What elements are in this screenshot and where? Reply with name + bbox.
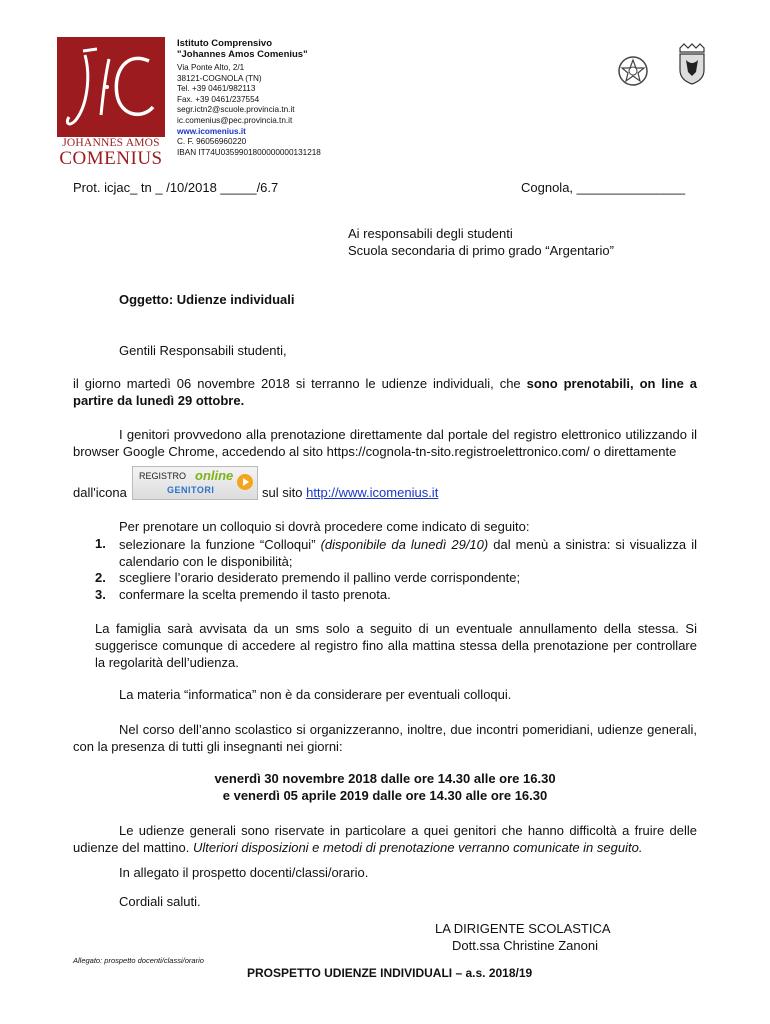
place-date: Cognola, _______________	[521, 180, 686, 195]
icon-suffix	[262, 485, 438, 500]
tax-code: C. F. 96056960220	[177, 137, 247, 147]
badge-text-online: online	[195, 468, 234, 483]
attachment-note: Allegato: prospetto docenti/classi/orario	[73, 956, 204, 965]
iban: IBAN IT74U0359901800000000131218	[177, 147, 321, 157]
paragraph-reserved	[73, 822, 697, 856]
school-header	[177, 38, 321, 158]
paragraph-informatica: La materia “informatica” non è da considerare per eventuali colloqui.	[119, 687, 512, 702]
icon-suffix-text: sul sito	[262, 485, 303, 500]
badge-text-genitori: GENITORI	[167, 485, 215, 495]
address-2: 38121-COGNOLA (TN)	[177, 73, 262, 83]
step-3: confermare la scelta premendo il tasto prenota.	[119, 587, 391, 602]
paragraph-sms: La famiglia sarà avvisata da un sms solo a seguito di un eventuale annullamento della stessa. Si suggerisce comunque di accedere al registro fino alla mattina stessa della prenotazione per controllare la regolarità dell’udienza.	[95, 621, 697, 670]
phone: Tel. +39 0461/982113	[177, 84, 256, 94]
subject-line: Oggetto: Udienze individuali	[119, 292, 295, 307]
recipient-line-2: Scuola secondaria di primo grado “Argentario”	[348, 243, 614, 258]
step-1	[119, 536, 697, 570]
paragraph-general-meetings: Nel corso dell’anno scolastico si organizzeranno, inoltre, due incontri pomeridiani, udienze generali, con la presenza di tutti gli insegnanti nei giorni:	[73, 722, 697, 754]
paragraph-intro	[73, 375, 697, 409]
recipient-line-1: Ai responsabili degli studenti	[348, 226, 513, 241]
step-1-text-b: (disponibile da lunedì 29/10)	[320, 537, 489, 552]
school-site-link[interactable]: http://www.icomenius.it	[306, 485, 439, 500]
fax: Fax. +39 0461/237554	[177, 94, 260, 104]
logo-monogram	[57, 37, 165, 137]
icon-prefix: dall'icona	[73, 485, 127, 500]
step-1-text-a: selezionare la funzione “Colloqui”	[119, 537, 321, 552]
paragraph-intro-text: il giorno martedì 06 novembre 2018 si terranno le udienze individuali, che	[73, 376, 527, 391]
signature-title: LA DIRIGENTE SCOLASTICA	[435, 921, 611, 936]
step-number-1: 1.	[95, 536, 106, 551]
signature-name: Dott.ssa Christine Zanoni	[452, 938, 598, 953]
province-crest-icon	[676, 42, 708, 86]
step-2: scegliere l’orario desiderato premendo il pallino verde corrispondente;	[119, 570, 521, 585]
meeting-date-2: e venerdì 05 aprile 2019 dalle ore 14.30 alle ore 16.30	[222, 788, 548, 803]
closing: Cordiali saluti.	[119, 894, 201, 909]
badge-text-registro: REGISTRO	[139, 471, 187, 481]
footer-title: PROSPETTO UDIENZE INDIVIDUALI – a.s. 2018/19	[247, 966, 533, 980]
paragraph-reserved-text: Le udienze generali sono riservate in particolare a quei genitori che hanno difficoltà a fruire delle udienze del mattino.	[73, 823, 697, 855]
address-1: Via Ponte Alto, 2/1	[177, 63, 245, 72]
step-number-3: 3.	[95, 587, 106, 602]
paragraph-attachment: In allegato il prospetto docenti/classi/orario.	[119, 865, 369, 880]
meeting-date-1: venerdì 30 novembre 2018 dalle ore 14.30 alle ore 16.30	[214, 771, 556, 786]
paragraph-intro-bold: sono prenotabili, on line a partire da lunedì 29 ottobre.	[73, 376, 697, 408]
website-link[interactable]: www.icomenius.it	[177, 126, 246, 136]
school-name-2: "Johannes Amos Comenius"	[177, 49, 308, 60]
arrow-right-icon	[237, 474, 253, 490]
steps-intro: Per prenotare un colloquio si dovrà procedere come indicato di seguito:	[119, 519, 530, 534]
email-2[interactable]: ic.comenius@pec.provincia.tn.it	[177, 115, 293, 125]
school-logo	[57, 37, 165, 169]
email-1[interactable]: segr.ictn2@scuole.provincia.tn.it	[177, 105, 295, 115]
school-name-1: Istituto Comprensivo	[177, 38, 273, 49]
registro-online-genitori-button[interactable]	[132, 466, 258, 500]
greeting: Gentili Responsabili studenti,	[119, 343, 287, 358]
step-number-2: 2.	[95, 570, 106, 585]
logo-text-bottom: COMENIUS	[59, 148, 163, 169]
paragraph-booking: I genitori provvedono alla prenotazione direttamente dal portale del registro elettronico utilizzando il browser Google Chrome, accedendo al sito https://cognola-tn-sito.registroelettronico.com/ o direttamente	[73, 427, 697, 459]
protocol-number: Prot. icjac_ tn _ /10/2018 _____/6.7	[73, 180, 279, 195]
step-1-text-c: dal menù a sinistra: si visualizza il calendario con le disponibilità;	[119, 537, 697, 569]
paragraph-reserved-italic: Ulteriori disposizioni e metodi di prenotazione verranno comunicate in seguito.	[192, 840, 643, 855]
italian-republic-emblem-icon	[616, 54, 650, 88]
logo-text-top: JOHANNES AMOS	[62, 137, 160, 149]
